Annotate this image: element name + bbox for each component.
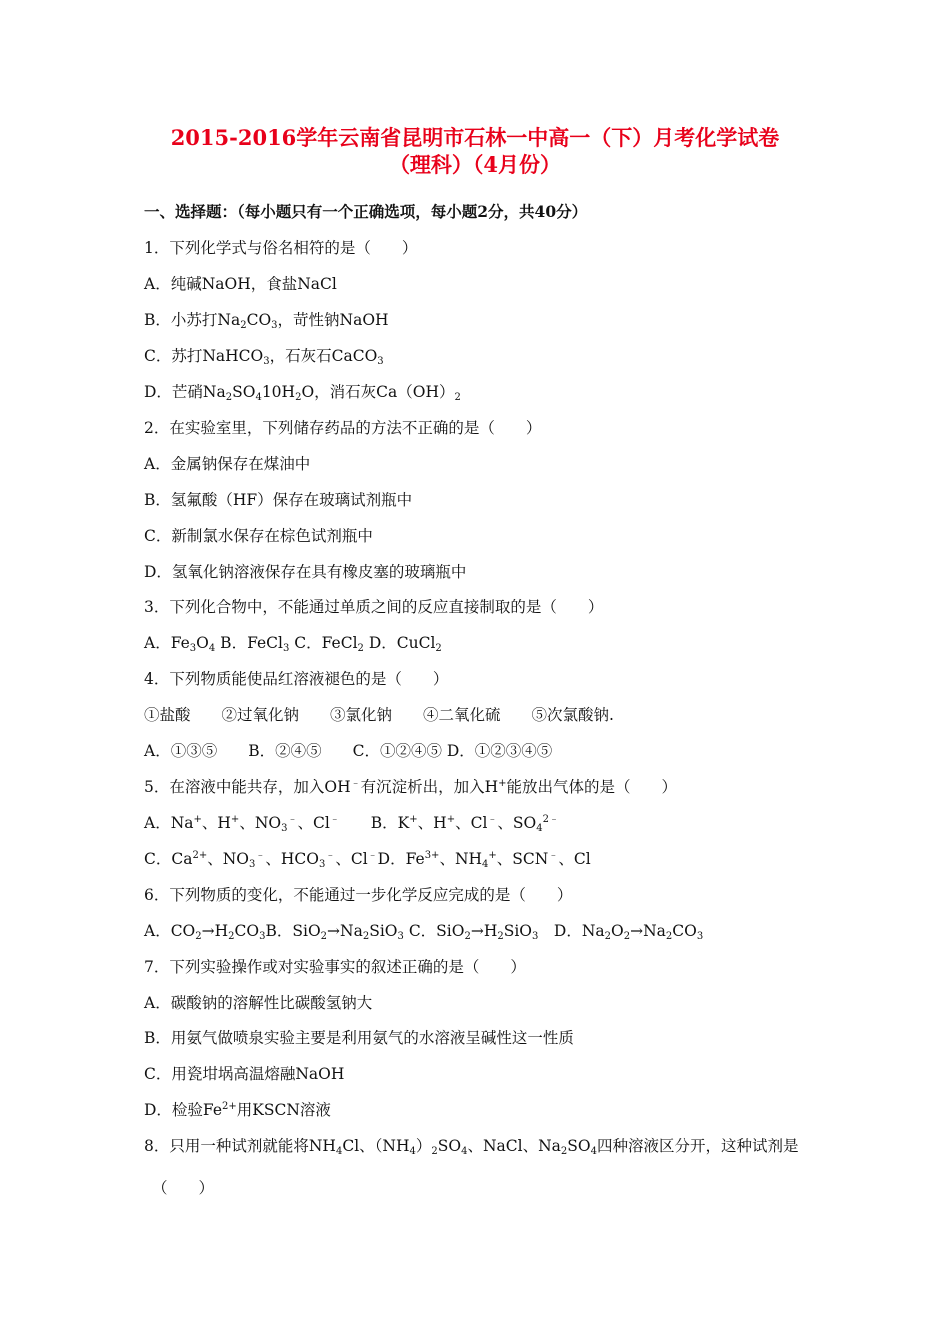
answer-option: C．苏打NaHCO$_3$，石灰石CaCO$_3$ (144, 347, 384, 367)
answer-option: B．用氨气做喷泉实验主要是利用氨气的水溶液呈碱性这一性质 (144, 1029, 574, 1047)
document-title-line2: （理科）（4月份） (388, 152, 562, 177)
answer-option: A．金属钠保存在煤油中 (144, 455, 311, 473)
answer-option: C．新制氯水保存在棕色试剂瓶中 (144, 527, 373, 545)
answer-option: （ ） (152, 1179, 215, 1197)
answer-option: A．$Fe_3O_4$ B．FeCl$_3$ C．FeCl$_2$ D．CuCl$_2$ (144, 634, 442, 654)
answer-option: D．检验$Fe^{2+}$用KSCN溶液 (144, 1101, 331, 1119)
answer-option: A．$CO_2\to H_2CO_3B$．$SiO_2\to Na_2SiO_3$ C．$SiO_2\to H_2SiO_3$ D．$Na_2O_2\to Na_2CO_3$ (144, 922, 704, 942)
answer-option: C．用瓷坩埚高温熔融NaOH (144, 1065, 345, 1083)
answer-option: ①盐酸 ②过氧化钠 ③氯化钠 ④二氧化硫 ⑤次氯酸钠. (144, 706, 614, 724)
document-title-line1: 2015-2016学年云南省昆明市石林一中高一（下）月考化学试卷 (170, 125, 780, 150)
section-heading: 一、选择题：（每小题只有一个正确选项，每小题2分，共40分） (144, 202, 588, 221)
question-stem: 8．只用一种试剂就能将$NH_4Cl$、$(NH_4)_2SO_4$、NaCl、$Na_2SO_4$四种溶液区分开，这种试剂是 (144, 1137, 799, 1157)
answer-option: C．$Ca^{2+}$、$NO_3^﹣$、$HCO_3^﹣$、Cl﹣D．$Fe^{3+}$、$NH_4^+$、SCN﹣、Cl (144, 850, 591, 870)
answer-option: A．①③⑤ B．②④⑤ C．①②④⑤ D．①②③④⑤ (144, 742, 553, 760)
answer-option: A．碳酸钠的溶解性比碳酸氢钠大 (144, 994, 373, 1012)
question-stem: 1．下列化学式与俗名相符的是（ ） (144, 239, 418, 257)
question-stem: 5．在溶液中能共存，加入OH﹣有沉淀析出，加入H+能放出气体的是（ ） (144, 778, 678, 796)
answer-option: D．氢氧化钠溶液保存在具有橡皮塞的玻璃瓶中 (144, 563, 467, 581)
question-stem: 2．在实验室里，下列储存药品的方法不正确的是（ ） (144, 419, 542, 437)
answer-option: D．芒硝$Na_2SO_410H_2O$，消石灰$Ca(OH)_2$ (144, 383, 461, 403)
question-stem: 4．下列物质能使品红溶液褪色的是（ ） (144, 670, 449, 688)
answer-option: B．氢氟酸（HF）保存在玻璃试剂瓶中 (144, 491, 413, 509)
question-stem: 6．下列物质的变化，不能通过一步化学反应完成的是（ ） (144, 886, 573, 904)
question-stem: 7．下列实验操作或对实验事实的叙述正确的是（ ） (144, 958, 526, 976)
answer-option: A．Na+、H+、$NO_3^﹣$、Cl﹣ B．K+、H+、Cl﹣、$SO_4^{2﹣}$ (144, 814, 559, 834)
answer-option: A．纯碱NaOH，食盐NaCl (144, 275, 337, 293)
answer-option: B．小苏打$Na_2CO_3$，苛性钠NaOH (144, 311, 389, 331)
question-stem: 3．下列化合物中，不能通过单质之间的反应直接制取的是（ ） (144, 598, 604, 616)
